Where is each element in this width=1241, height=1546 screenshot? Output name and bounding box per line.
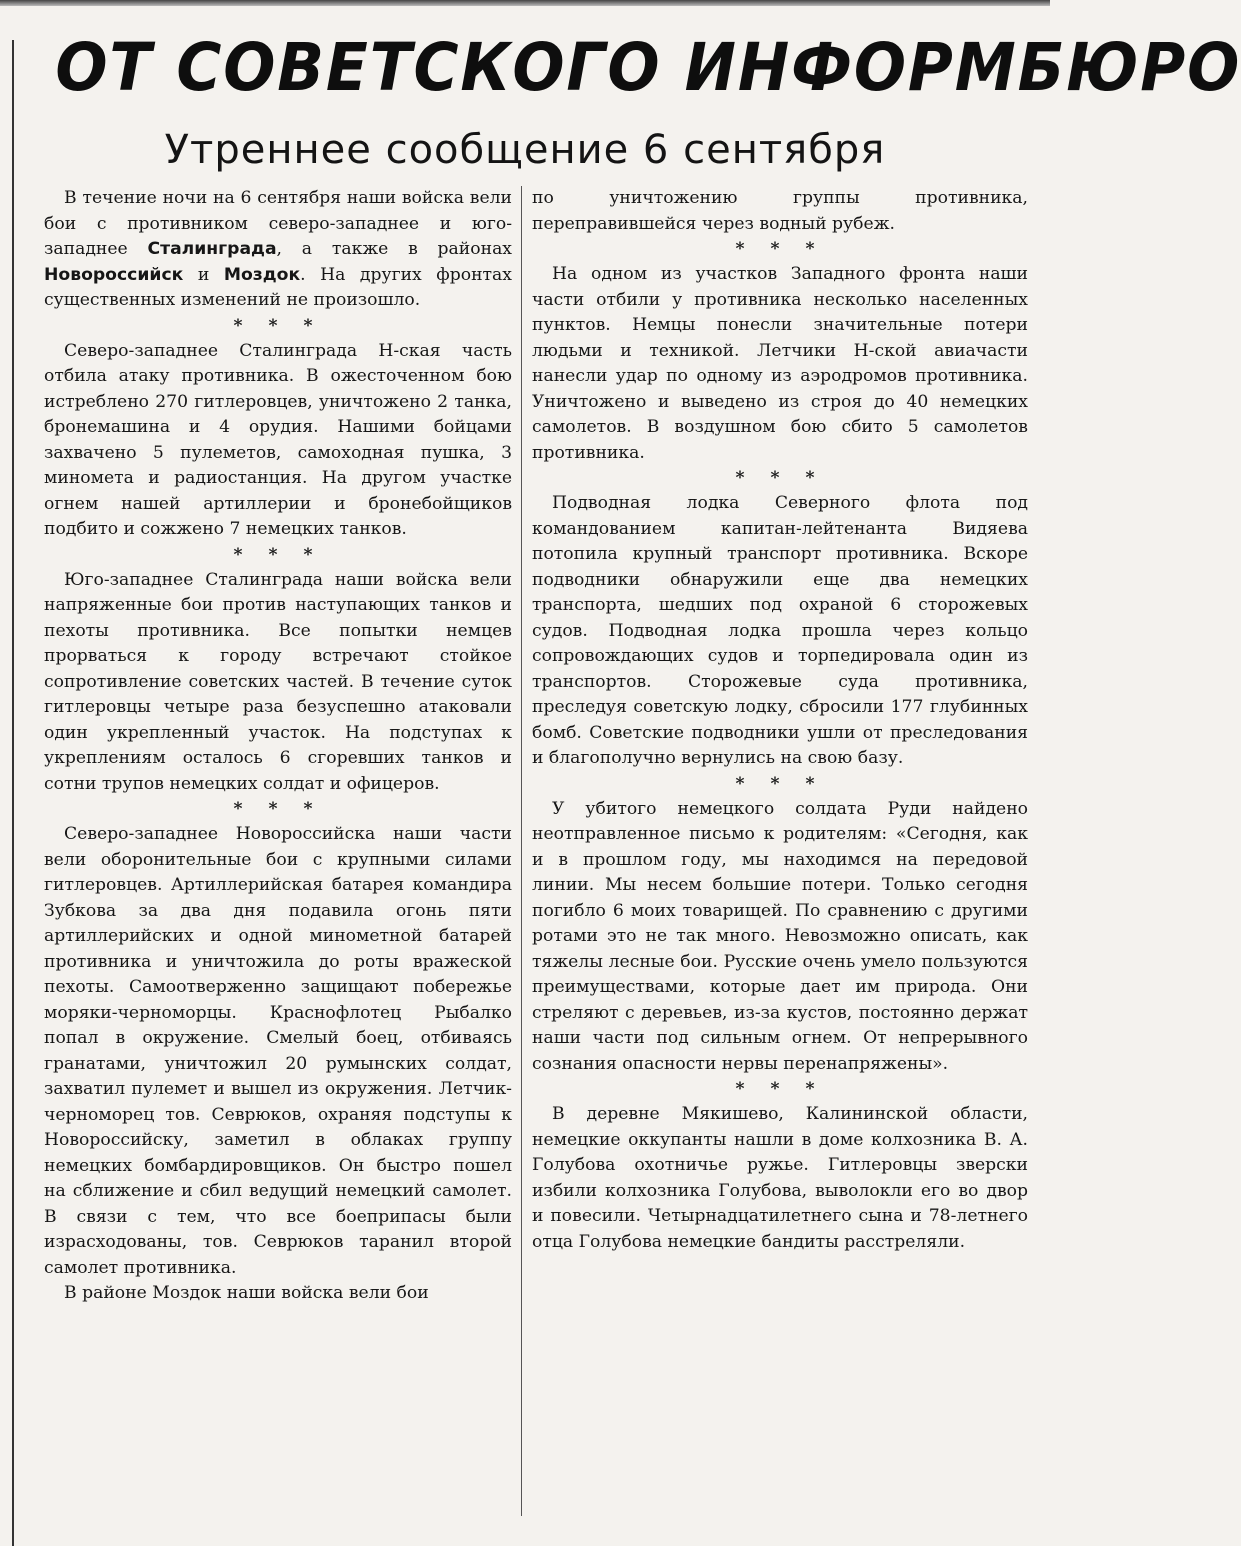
section-separator: * * * bbox=[735, 239, 825, 259]
left-column bbox=[44, 186, 512, 1307]
paragraph-mozdok-continued: по уничтожению группы противника, переправившейся через водный рубеж. bbox=[532, 188, 1028, 234]
section-separator: * * * bbox=[233, 544, 323, 565]
paragraph-novorossiysk: Северо-западнее Новороссийска наши части вели оборонительные бои с крупными силами гитлеровцев. Артиллерийская батарея командира Зубкова за два дня подавила огонь пяти артиллерийских и одной минометной батарей противника и уничтожила до роты вражеской пехоты. Самоотверженно защищают побережье моряки-черноморцы. Краснофлотец Рыбалко попал в окружение. Смелый боец, отбиваясь гранатами, уничтожил 20 румынских солдат, захватил пулемет и вышел из окружения. Летчик-черноморец тов. Севрюков, охраняя подступы к Новороссийску, заметил в облаках группу немецких бомбардировщиков. Он быстро пошел на сближение и сбил ведущий немецкий самолет. В связи с тем, что все боеприпасы были израсходованы, тов. Севрюков таранил второй самолет противника. bbox=[44, 824, 512, 1278]
right-column bbox=[532, 186, 1028, 1255]
paragraph-soldier-letter: У убитого немецкого солдата Руди найдено неотправленное письмо к родителям: «Сегодня, как и в прошлом году, мы находимся на передовой линии. Мы несем большие потери. Только сегодня погибло 6 моих товарищей. По сравнению с другими ротами это не так много. Невозможно описать, как тяжелы лесные бои. Русские очень умело пользуются преимуществами, которые дает им природа. Они стреляют с деревьев, из-за кустов, постоянно держат наши части под сильным огнем. От непрерывного сознания опасности нервы перенапряжены». bbox=[532, 798, 1028, 1074]
column-divider bbox=[521, 186, 522, 1516]
section-separator: * * * bbox=[735, 468, 825, 488]
place-novorossiysk: Новороссийск bbox=[44, 264, 184, 285]
subheadline: Утреннее сообщение 6 сентября bbox=[164, 127, 886, 173]
left-rule bbox=[12, 40, 14, 1546]
paragraph-submarine: Подводная лодка Северного флота под командованием капитан-лейтенанта Видяева потопила крупный транспорт противника. Вскоре подводники обнаружили еще два немецких транспорта, шедших под охраной 6 сторожевых судов. Подводная лодка прошла через кольцо сопровождающих судов и торпедировала один из транспортов. Сторожевые суда противника, преследуя советскую лодку, сбросили 177 глубинных бомб. Советские подводники ушли от преследования и благополучно вернулись на свою базу. bbox=[532, 493, 1028, 768]
section-separator: * * * bbox=[735, 773, 825, 794]
masthead: ОТ СОВЕТСКОГО ИНФОРМБЮРО bbox=[55, 29, 1241, 106]
paragraph-northwest-stalingrad: Северо-западнее Сталинграда Н-ская часть отбила атаку противника. В ожесточенном бою истреблено 270 гитлеровцев, уничтожено 2 танка, бронемашина и 4 орудия. Нашими бойцами захвачено 5 пулеметов, самоходная пушка, 3 миномета и радиостанция. На другом участке огнем нашей артиллерии и бронебойщиков подбито и сожжено 7 немецких танков. bbox=[44, 340, 512, 539]
place-mozdok: Моздок bbox=[223, 264, 301, 285]
text-run: и bbox=[183, 264, 224, 285]
section-separator: * * * bbox=[735, 1079, 825, 1099]
place-stalingrad: Сталинграда bbox=[147, 239, 277, 259]
paragraph-overview bbox=[44, 186, 512, 314]
section-separator: * * * bbox=[233, 799, 323, 819]
text-run: . На других фронтах существенных изменений не произошло. bbox=[44, 264, 512, 310]
text-run: , а также в районах bbox=[276, 239, 513, 259]
text-run: В течение ночи на 6 сентября наши войска вели бои с противником северо-западнее и юго-западнее bbox=[44, 188, 512, 259]
section-separator: * * * bbox=[233, 315, 323, 336]
paragraph-southwest-stalingrad: Юго-западнее Сталинграда наши войска вели напряженные бои против наступающих танков и пехоты противника. Все попытки немцев прорваться к городу встречают стойкое сопротивление советских частей. В течение суток гитлеровцы четыре раза безуспешно атаковали один укрепленный участок. На подступах к укреплениям осталось 6 сгоревших танков и сотни трупов немецких солдат и офицеров. bbox=[44, 569, 512, 794]
paragraph-myakishevo: В деревне Мякишево, Калининской области, немецкие оккупанты нашли в доме колхозника В. А. Голубова охотничье ружье. Гитлеровцы зверски избили колхозника Голубова, выволокли его во двор и повесили. Четырнадцатилетнего сына и 78-летнего отца Голубова немецкие бандиты расстреляли. bbox=[532, 1104, 1028, 1252]
top-edge bbox=[0, 0, 1050, 6]
paragraph-western-front: На одном из участков Западного фронта наши части отбили у противника несколько населенных пунктов. Немцы понесли значительные потери людьми и техникой. Летчики Н-ской авиачасти нанесли удар по одному из аэродромов противника. Уничтожено и выведено из строя до 40 немецких самолетов. В воздушном бою сбито 5 самолетов противника. bbox=[532, 264, 1028, 463]
paragraph-mozdok: В районе Моздок наши войска вели бои bbox=[64, 1283, 429, 1303]
